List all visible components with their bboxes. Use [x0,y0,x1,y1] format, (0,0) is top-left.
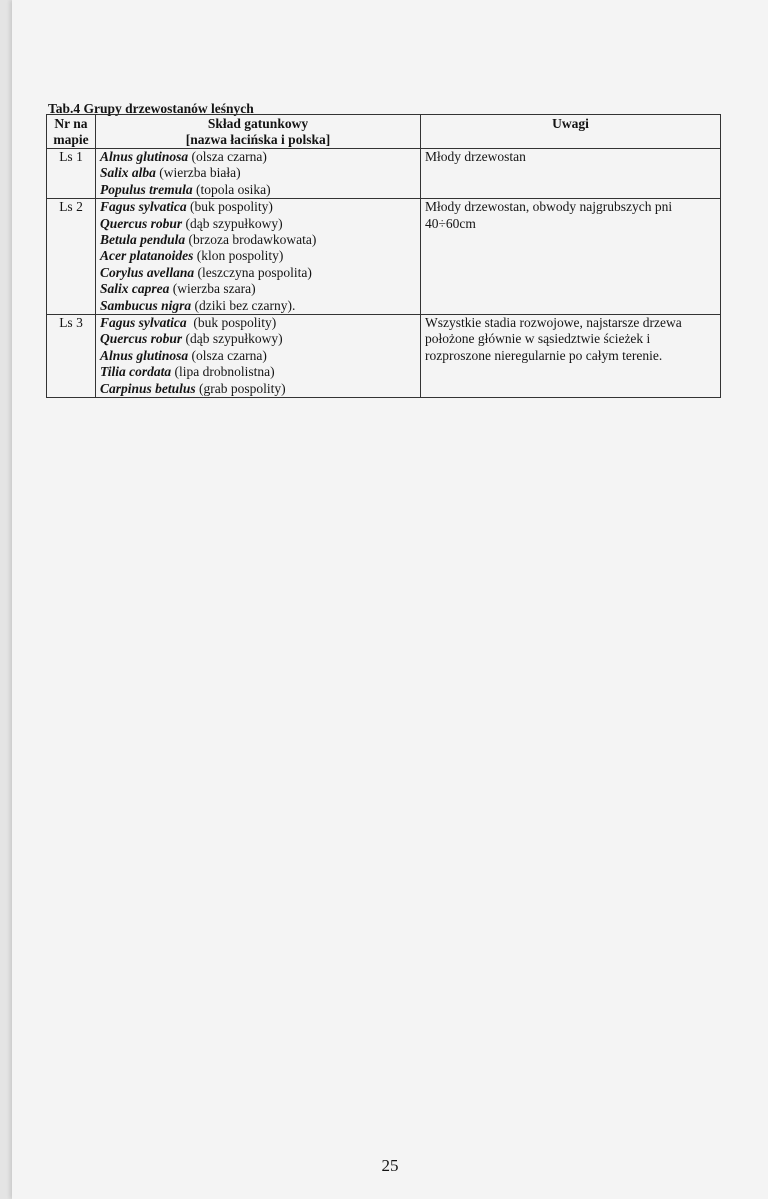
polish-name: (topola osika) [192,181,271,197]
polish-name: (brzoza brodawkowata) [185,232,317,248]
species-line [100,348,416,364]
latin-name: Acer platanoides [100,248,194,264]
header-sklad-line1: Skład gatunkowy [207,116,309,131]
species-line [100,281,416,297]
polish-name: (dąb szypułkowy) [182,331,283,347]
species-line [100,364,416,380]
polish-name: (klon pospolity) [193,248,284,264]
page-number: 25 [381,1156,399,1175]
species-cell [96,199,421,315]
polish-name: (lipa drobnolistna) [171,364,275,380]
table-caption: Tab.4 Grupy drzewostanów leśnych [48,101,254,116]
latin-name: Alnus glutinosa [100,149,189,164]
latin-name: Alnus glutinosa [100,347,189,363]
latin-name: Fagus sylvatica [100,199,187,215]
latin-name: Sambucus nigra [100,297,192,313]
species-line [100,315,416,331]
polish-name: (wierzba biała) [155,165,241,181]
document-page [12,0,768,1199]
table-row [47,315,721,398]
latin-name: Quercus robur [100,331,183,347]
remarks-cell: Młody drzewostan [421,149,721,199]
species-line [100,149,416,165]
latin-name: Quercus robur [100,215,183,231]
species-line [100,265,416,281]
species-line [100,182,416,198]
latin-name: Corylus avellana [100,264,195,280]
species-line [100,199,416,215]
polish-name: (wierzba szara) [169,281,256,297]
latin-name: Carpinus betulus [100,380,196,396]
latin-name: Tilia cordata [100,364,172,380]
polish-name: (olsza czarna) [188,347,267,363]
polish-name: (buk pospolity) [186,315,277,331]
species-table [46,114,721,398]
header-uwagi: Uwagi [421,115,721,149]
polish-name: (dąb szypułkowy) [182,215,283,231]
species-line [100,331,416,347]
header-sklad-gatunkowy [96,115,421,149]
header-nr-na-mapie [47,115,96,149]
species-line [100,381,416,397]
polish-name: (dziki bez czarny). [191,297,296,313]
polish-name: (buk pospolity) [186,199,273,215]
remarks-cell: Młody drzewostan, obwody najgrubszych pni 40÷60cm [421,199,721,315]
species-line [100,216,416,232]
species-line [100,165,416,181]
header-nr-line2: mapie [53,132,89,147]
species-line [100,248,416,264]
latin-name: Salix alba [100,165,156,181]
polish-name: (grab pospolity) [195,380,286,396]
latin-name: Populus tremula [100,181,193,197]
species-line [100,298,416,314]
table-row [47,199,721,315]
polish-name: (leszczyna pospolita) [194,264,312,280]
map-number-cell: Ls 1 [47,149,96,199]
latin-name: Salix caprea [100,281,170,297]
latin-name: Fagus sylvatica [100,315,187,331]
remarks-cell: Wszystkie stadia rozwojowe, najstarsze drzewa położone głównie w sąsiedztwie ścieżek i rozproszone nieregularnie po całym terenie. [421,315,721,398]
polish-name: (olsza czarna) [188,149,267,164]
table-header-row [47,115,721,149]
map-number-cell: Ls 3 [47,315,96,398]
header-nr-line1: Nr na [54,116,88,131]
map-number-cell: Ls 2 [47,199,96,315]
species-cell [96,315,421,398]
table-row [47,149,721,199]
header-sklad-line2: [nazwa łacińska i polska] [185,132,331,147]
species-cell [96,149,421,199]
latin-name: Betula pendula [100,232,186,248]
species-line [100,232,416,248]
